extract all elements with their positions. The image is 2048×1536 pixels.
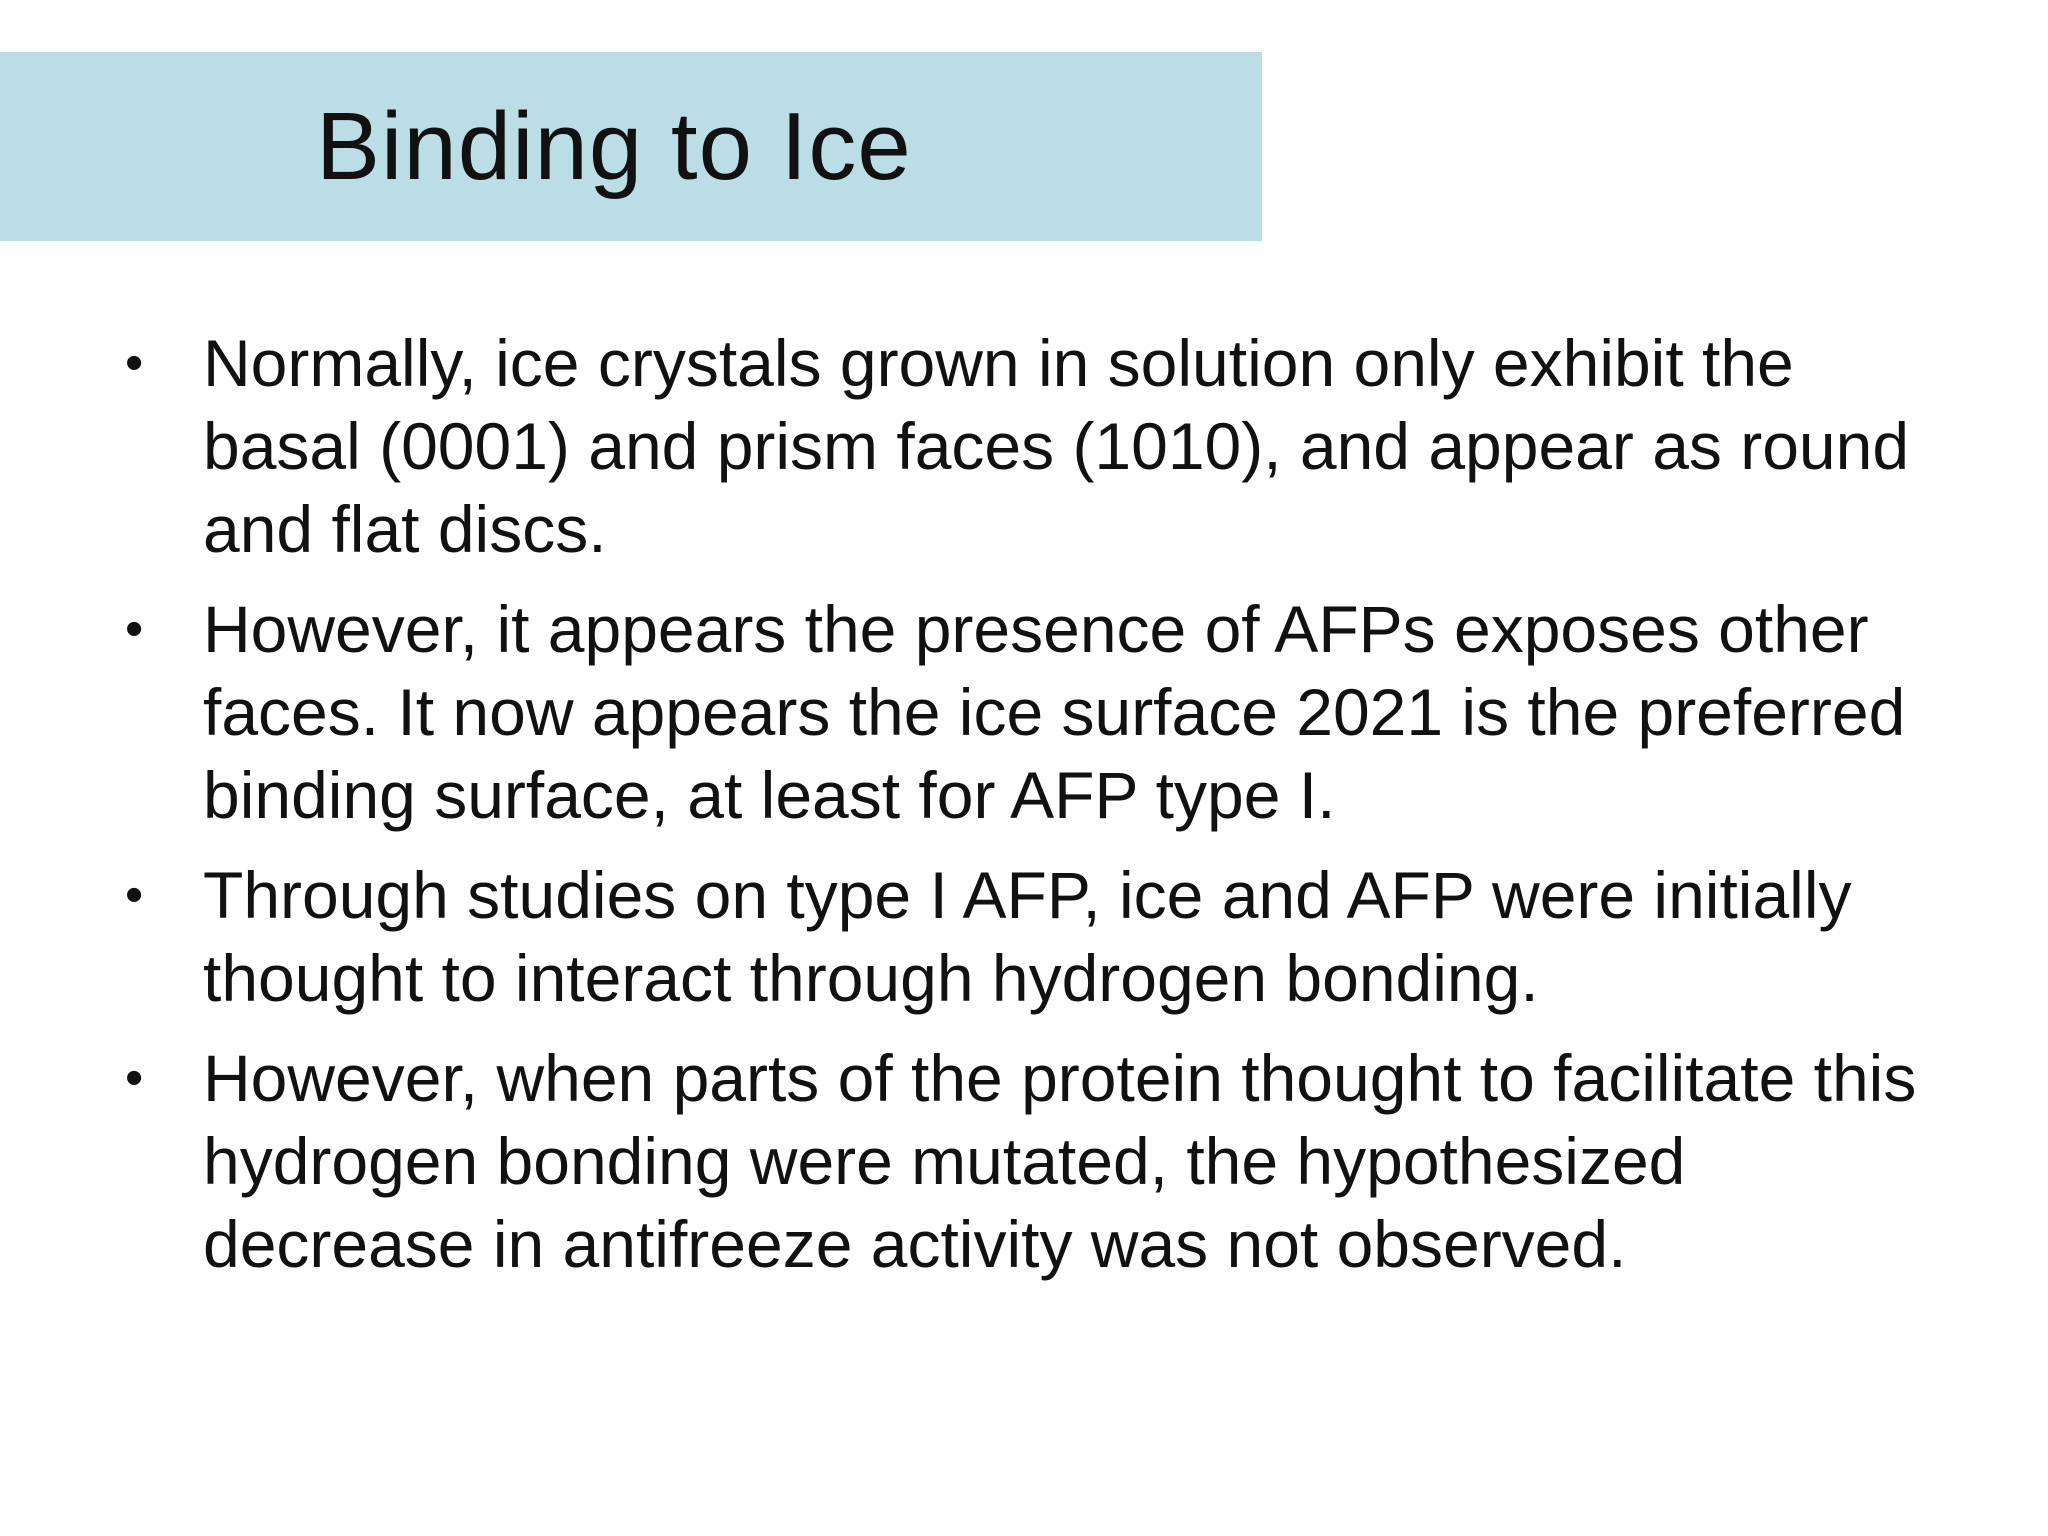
slide-title: Binding to Ice xyxy=(316,93,912,200)
bullet-list xyxy=(120,322,2010,1303)
bullet-marker: • xyxy=(125,866,144,924)
bullet-text: Through studies on type I AFP, ice and AFP were initially thought to interact through hydrogen bonding. xyxy=(203,858,1852,1015)
bullet-marker: • xyxy=(125,1049,144,1107)
bullet-marker: • xyxy=(125,600,144,658)
bullet-text: However, it appears the presence of AFPs exposes other faces. It now appears the ice surface 2021 is the preferred binding surface, at least for AFP type I. xyxy=(203,592,1906,832)
bullet-item xyxy=(120,1037,2010,1286)
bullet-text: Normally, ice crystals grown in solution only exhibit the basal (0001) and prism faces (1010), and appear as round and flat discs. xyxy=(203,326,1910,566)
bullet-item xyxy=(120,854,2010,1020)
bullet-marker: • xyxy=(125,334,144,392)
bullet-item xyxy=(120,322,2010,571)
bullet-text: However, when parts of the protein thought to facilitate this hydrogen bonding were mutated, the hypothesized decrease in antifreeze activity was not observed. xyxy=(203,1041,1917,1281)
bullet-item xyxy=(120,588,2010,837)
